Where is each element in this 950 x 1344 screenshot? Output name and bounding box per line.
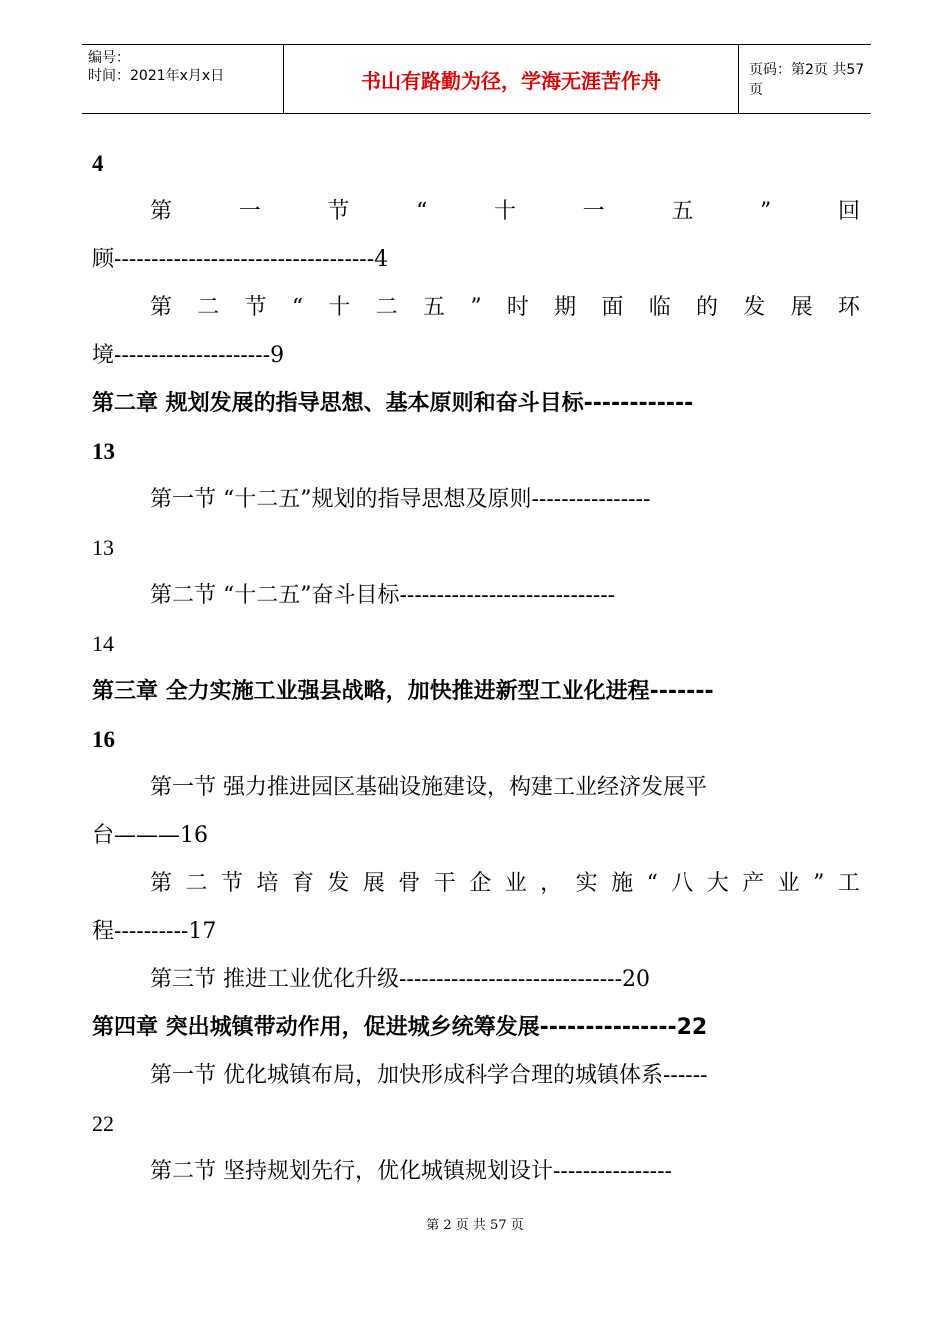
toc-char: 业 [777,871,800,896]
toc-page-number: 13 [92,439,115,464]
toc-char: 五 [671,199,694,224]
toc-page-number: 4 [92,151,104,176]
toc-char: 实 [575,871,598,896]
toc-section-entry: 第三节 推进工业优化升级------------------------------20 [150,967,650,992]
toc-char: 展 [790,295,813,320]
toc-char: 十 [493,199,516,224]
header-meta [82,45,283,113]
toc-char: ， [540,871,563,896]
toc-page-number: 22 [92,1111,114,1136]
toc-section-entry [150,870,860,898]
toc-section-entry: 第二节 “十二五”奋斗目标----------------------------- [150,583,616,608]
toc-char: 十 [328,295,351,320]
toc-char: 二 [375,295,398,320]
toc-char: 第 [150,871,173,896]
toc-page-number: 16 [92,727,115,752]
time-label: 时间：2021年x月x日 [88,68,225,84]
toc-char: 一 [238,199,261,224]
toc-section-entry: 第一节 “十二五”规划的指导思想及原则---------------- [150,487,651,512]
toc-char: 的 [696,295,719,320]
page-footer: 第 2 页 共 57 页 [426,1218,524,1233]
toc-char: 时 [506,295,529,320]
toc-char: “ [646,871,658,896]
toc-char: 施 [611,871,634,896]
toc-char: 培 [256,871,279,896]
number-label: 编号： [88,50,130,66]
toc-char: 发 [327,871,350,896]
toc-chapter-entry: 第四章 突出城镇带动作用，促进城乡统筹发展---------------22 [92,1015,708,1040]
toc-char: 二 [197,295,220,320]
page-header [82,44,871,114]
toc-page-number: 13 [92,535,114,560]
header-motto: 书山有路勤为径，学海无涯苦作舟 [283,45,739,113]
toc-char: 二 [185,871,208,896]
toc-page-number: 14 [92,631,114,656]
toc-char: 骨 [398,871,421,896]
toc-chapter-entry: 第三章 全力实施工业强县战略，加快推进新型工业化进程------- [92,679,714,704]
toc-section-continuation: 顾-----------------------------------4 [92,247,389,272]
toc-char: ” [760,199,772,224]
toc-section-continuation: 台———16 [92,823,208,848]
toc-section-entry [150,294,860,322]
toc-section-entry: 第二节 坚持规划先行，优化城镇规划设计---------------- [150,1159,672,1184]
toc-char: “ [416,199,428,224]
toc-char: 企 [469,871,492,896]
toc-chapter-entry: 第二章 规划发展的指导思想、基本原则和奋斗目标------------ [92,391,694,416]
toc-char: 五 [423,295,446,320]
toc-char: 八 [671,871,694,896]
toc-char: 第 [150,295,173,320]
toc-section-continuation: 境---------------------9 [92,343,285,368]
toc-char: 临 [648,295,671,320]
toc-char: 大 [706,871,729,896]
toc-section-entry: 第一节 强力推进园区基础设施建设，构建工业经济发展平 [150,775,707,800]
toc-char: 育 [291,871,314,896]
toc-char: 面 [601,295,624,320]
toc-section-entry [150,198,860,226]
toc-char: 一 [582,199,605,224]
toc-char: 工 [837,871,860,896]
toc-char: 节 [244,295,267,320]
toc-section-continuation: 程----------17 [92,919,217,944]
toc-char: 回 [837,199,860,224]
toc-char: 期 [554,295,577,320]
toc-char: 产 [742,871,765,896]
toc-char: 环 [837,295,860,320]
toc-char: 业 [504,871,527,896]
toc-char: 第 [150,199,173,224]
header-page-label: 页码：第2页 共57页 [749,62,865,98]
toc-char: 展 [362,871,385,896]
toc-char: 干 [433,871,456,896]
toc-section-entry: 第一节 优化城镇布局，加快形成科学合理的城镇体系------ [150,1063,708,1088]
toc-char: “ [291,295,304,320]
toc-char: 节 [327,199,350,224]
toc-char: ” [813,871,825,896]
toc-char: 节 [220,871,243,896]
toc-char: 发 [743,295,766,320]
toc-char: ” [470,295,482,320]
